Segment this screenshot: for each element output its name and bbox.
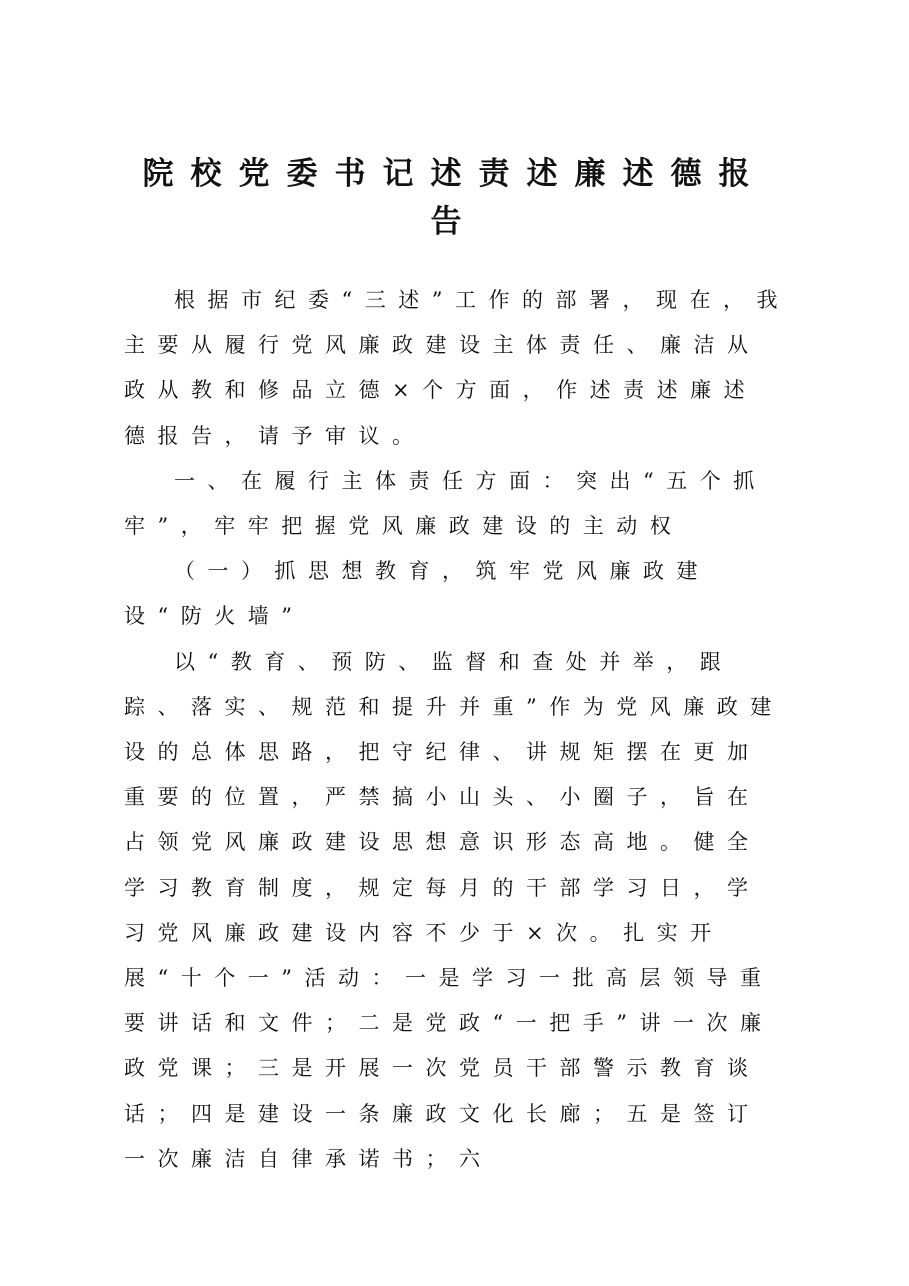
document-body (124, 278, 790, 1182)
heading-subsection-1: （一）抓思想教育，筑牢党风廉政建设“防火墙” (124, 559, 710, 629)
paragraph-intro: 根据市纪委“三述”工作的部署，现在，我主要从履行党风廉政建设主体责任、廉洁从政从教和修品立德×个方面，作述责述廉述德报告，请予审议。 (124, 288, 790, 448)
heading-section-1: 一、在履行主体责任方面：突出“五个抓牢”，牢牢把握党风廉政建设的主动权 (124, 468, 767, 539)
paragraph-subsection-1-body: 以“教育、预防、监督和查处并举，跟踪、落实、规范和提升并重”作为党风廉政建设的总体思路，把守纪律、讲规矩摆在更加重要的位置，严禁搞小山头、小圈子，旨在占领党风廉政建设思想意识形态高地。健全学习教育制度，规定每月的干部学习日，学习党风廉政建设内容不少于×次。扎实开展“十个一”活动：一是学习一批高层领导重要讲话和文件；二是党政“一把手”讲一次廉政党课；三是开展一次党员干部警示教育谈话；四是建设一条廉政文化长廊；五是签订一次廉洁自律承诺书；六 (124, 649, 784, 1171)
document-title: 院校党委书记述责述廉述德报告 (142, 156, 767, 240)
